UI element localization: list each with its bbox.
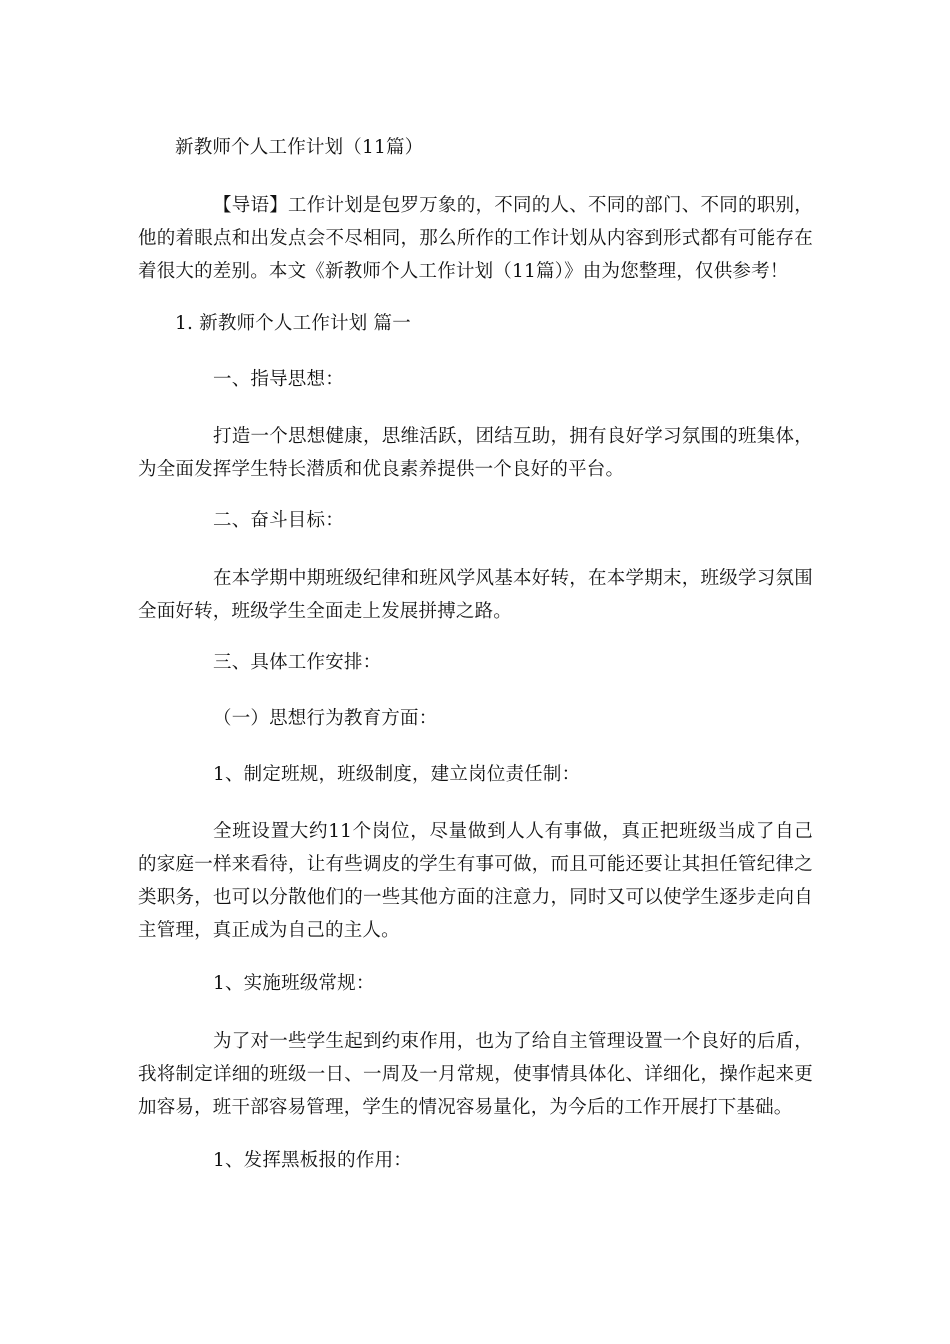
heading-guiding-thought: 一、指导思想： xyxy=(213,369,344,390)
intro-paragraph: 【导语】工作计划是包罗万象的，不同的人、不同的部门、不同的职别，他的着眼点和出发点会不尽相同，那么所作的工作计划从内容到形式都有可能存在着很大的差别。本文《新教师个人工作计划（11篇）》由为您整理，仅供参考！ xyxy=(138,195,813,282)
paragraph-class-routine: 为了对一些学生起到约束作用，也为了给自主管理设置一个良好的后盾，我将制定详细的班级一日、一周及一月常规，使事情具体化、详细化，操作起来更加容易，班干部容易管理，学生的情况容易量化，为今后的工作开展打下基础。 xyxy=(138,1031,813,1118)
heading-thought-education: （一）思想行为教育方面： xyxy=(213,708,438,729)
paragraph-class-rules: 全班设置大约11个岗位，尽量做到人人有事做，真正把班级当成了自己的家庭一样来看待，让有些调皮的学生有事可做，而且可能还要让其担任管纪律之类职务，也可以分散他们的一些其他方面的注意力，同时又可以使学生逐步走向自主管理，真正成为自己的主人。 xyxy=(138,821,813,941)
paragraph-goal: 在本学期中期班级纪律和班风学风基本好转，在本学期末，班级学习氛围全面好转，班级学生全面走上发展拼搏之路。 xyxy=(138,568,813,622)
paragraph-guiding-thought: 打造一个思想健康，思维活跃，团结互助，拥有良好学习氛围的班集体，为全面发挥学生特长潜质和优良素养提供一个良好的平台。 xyxy=(138,426,813,480)
heading-blackboard: 1、发挥黑板报的作用： xyxy=(213,1150,412,1171)
section-heading: 1. 新教师个人工作计划 篇一 xyxy=(175,313,411,334)
heading-goal: 二、奋斗目标： xyxy=(213,510,344,531)
heading-class-routine: 1、实施班级常规： xyxy=(213,973,375,994)
document-title: 新教师个人工作计划（11篇） xyxy=(175,137,424,158)
heading-class-rules: 1、制定班规，班级制度，建立岗位责任制： xyxy=(213,764,581,785)
heading-arrangement: 三、具体工作安排： xyxy=(213,652,382,673)
